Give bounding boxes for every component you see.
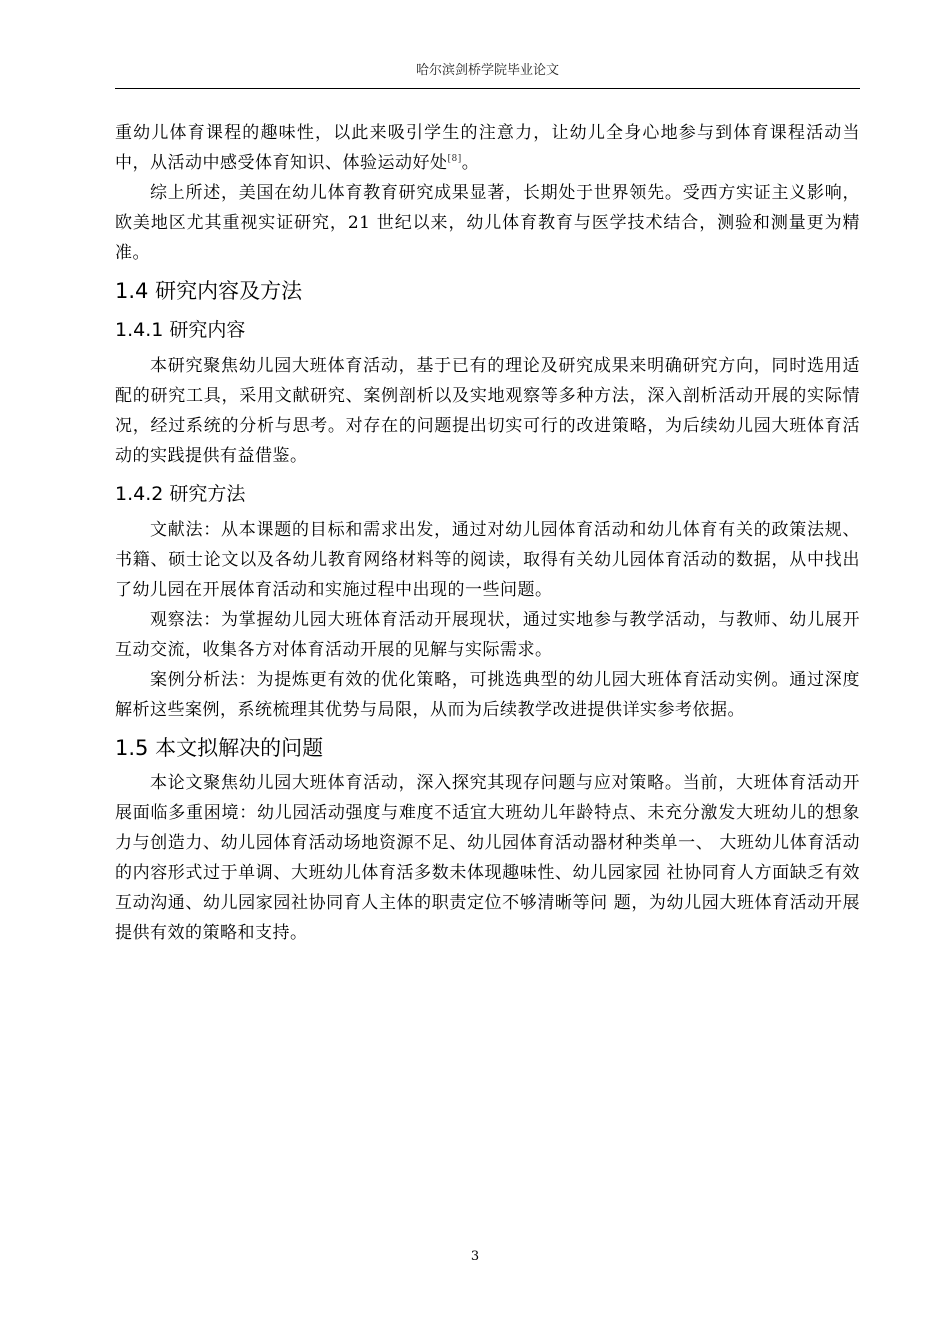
page-body xyxy=(115,118,860,948)
paragraph-problems: 本论文聚焦幼儿园大班体育活动，深入探究其现存问题与应对策略。当前，大班体育活动开展面临多重困境：幼儿园活动强度与难度不适宜大班幼儿年龄特点、未充分激发大班幼儿的想象力与创造力、幼儿园体育活动场地资源不足、幼儿园体育活动器材种类单一、 大班幼儿体育活动的内容形式过于单调、大班幼儿体育活多数未体现趣味性、幼儿园家园 社协同育人方面缺乏有效互动沟通、幼儿园家园社协同育人主体的职责定位不够清晰等问 题，为幼儿园大班体育活动开展提供有效的策略和支持。 xyxy=(115,773,860,943)
page-number: 3 xyxy=(470,1249,480,1264)
paragraph-continued xyxy=(115,118,860,178)
paragraph-research-content: 本研究聚焦幼儿园大班体育活动，基于已有的理论及研究成果来明确研究方向，同时选用适配的研究工具，采用文献研究、案例剖析以及实地观察等多种方法，深入剖析活动开展的实际情况，经过系统的分析与思考。对存在的问题提出切实可行的改进策略，为后续幼儿园大班体育活动的实践提供有益借鉴。 xyxy=(115,356,860,466)
section-heading-1-4: 1.4 研究内容及方法 xyxy=(115,279,303,303)
subsection-heading-1-4-2: 1.4.2 研究方法 xyxy=(115,483,246,505)
paragraph-text: 重幼儿体育课程的趣味性，以此来吸引学生的注意力，让幼儿全身心地参与到体育课程活动当中，从活动中感受体育知识、体验运动好处 xyxy=(115,123,860,173)
header-divider xyxy=(115,88,860,89)
paragraph-summary: 综上所述，美国在幼儿体育教育研究成果显著，长期处于世界领先。受西方实证主义影响，欧美地区尤其重视实证研究，21 世纪以来，幼儿体育教育与医学技术结合，测验和测量更为精准。 xyxy=(115,183,860,263)
section-heading-1-5: 1.5 本文拟解决的问题 xyxy=(115,736,324,760)
citation-marker: [8] xyxy=(447,154,462,164)
paragraph-observation-method: 观察法：为掌握幼儿园大班体育活动开展现状，通过实地参与教学活动，与教师、幼儿展开互动交流，收集各方对体育活动开展的见解与实际需求。 xyxy=(115,610,860,660)
paragraph-end-punctuation: 。 xyxy=(461,153,480,173)
paragraph-literature-method: 文献法：从本课题的目标和需求出发，通过对幼儿园体育活动和幼儿体育有关的政策法规、书籍、硕士论文以及各幼儿教育网络材料等的阅读，取得有关幼儿园体育活动的数据，从中找出了幼儿园在开展体育活动和实施过程中出现的一些问题。 xyxy=(115,520,860,600)
subsection-heading-1-4-1: 1.4.1 研究内容 xyxy=(115,319,246,341)
paragraph-case-analysis-method: 案例分析法：为提炼更有效的优化策略，可挑选典型的幼儿园大班体育活动实例。通过深度解析这些案例，系统梳理其优势与局限，从而为后续教学改进提供详实参考依据。 xyxy=(115,670,860,720)
running-header: 哈尔滨剑桥学院毕业论文 xyxy=(415,63,559,78)
